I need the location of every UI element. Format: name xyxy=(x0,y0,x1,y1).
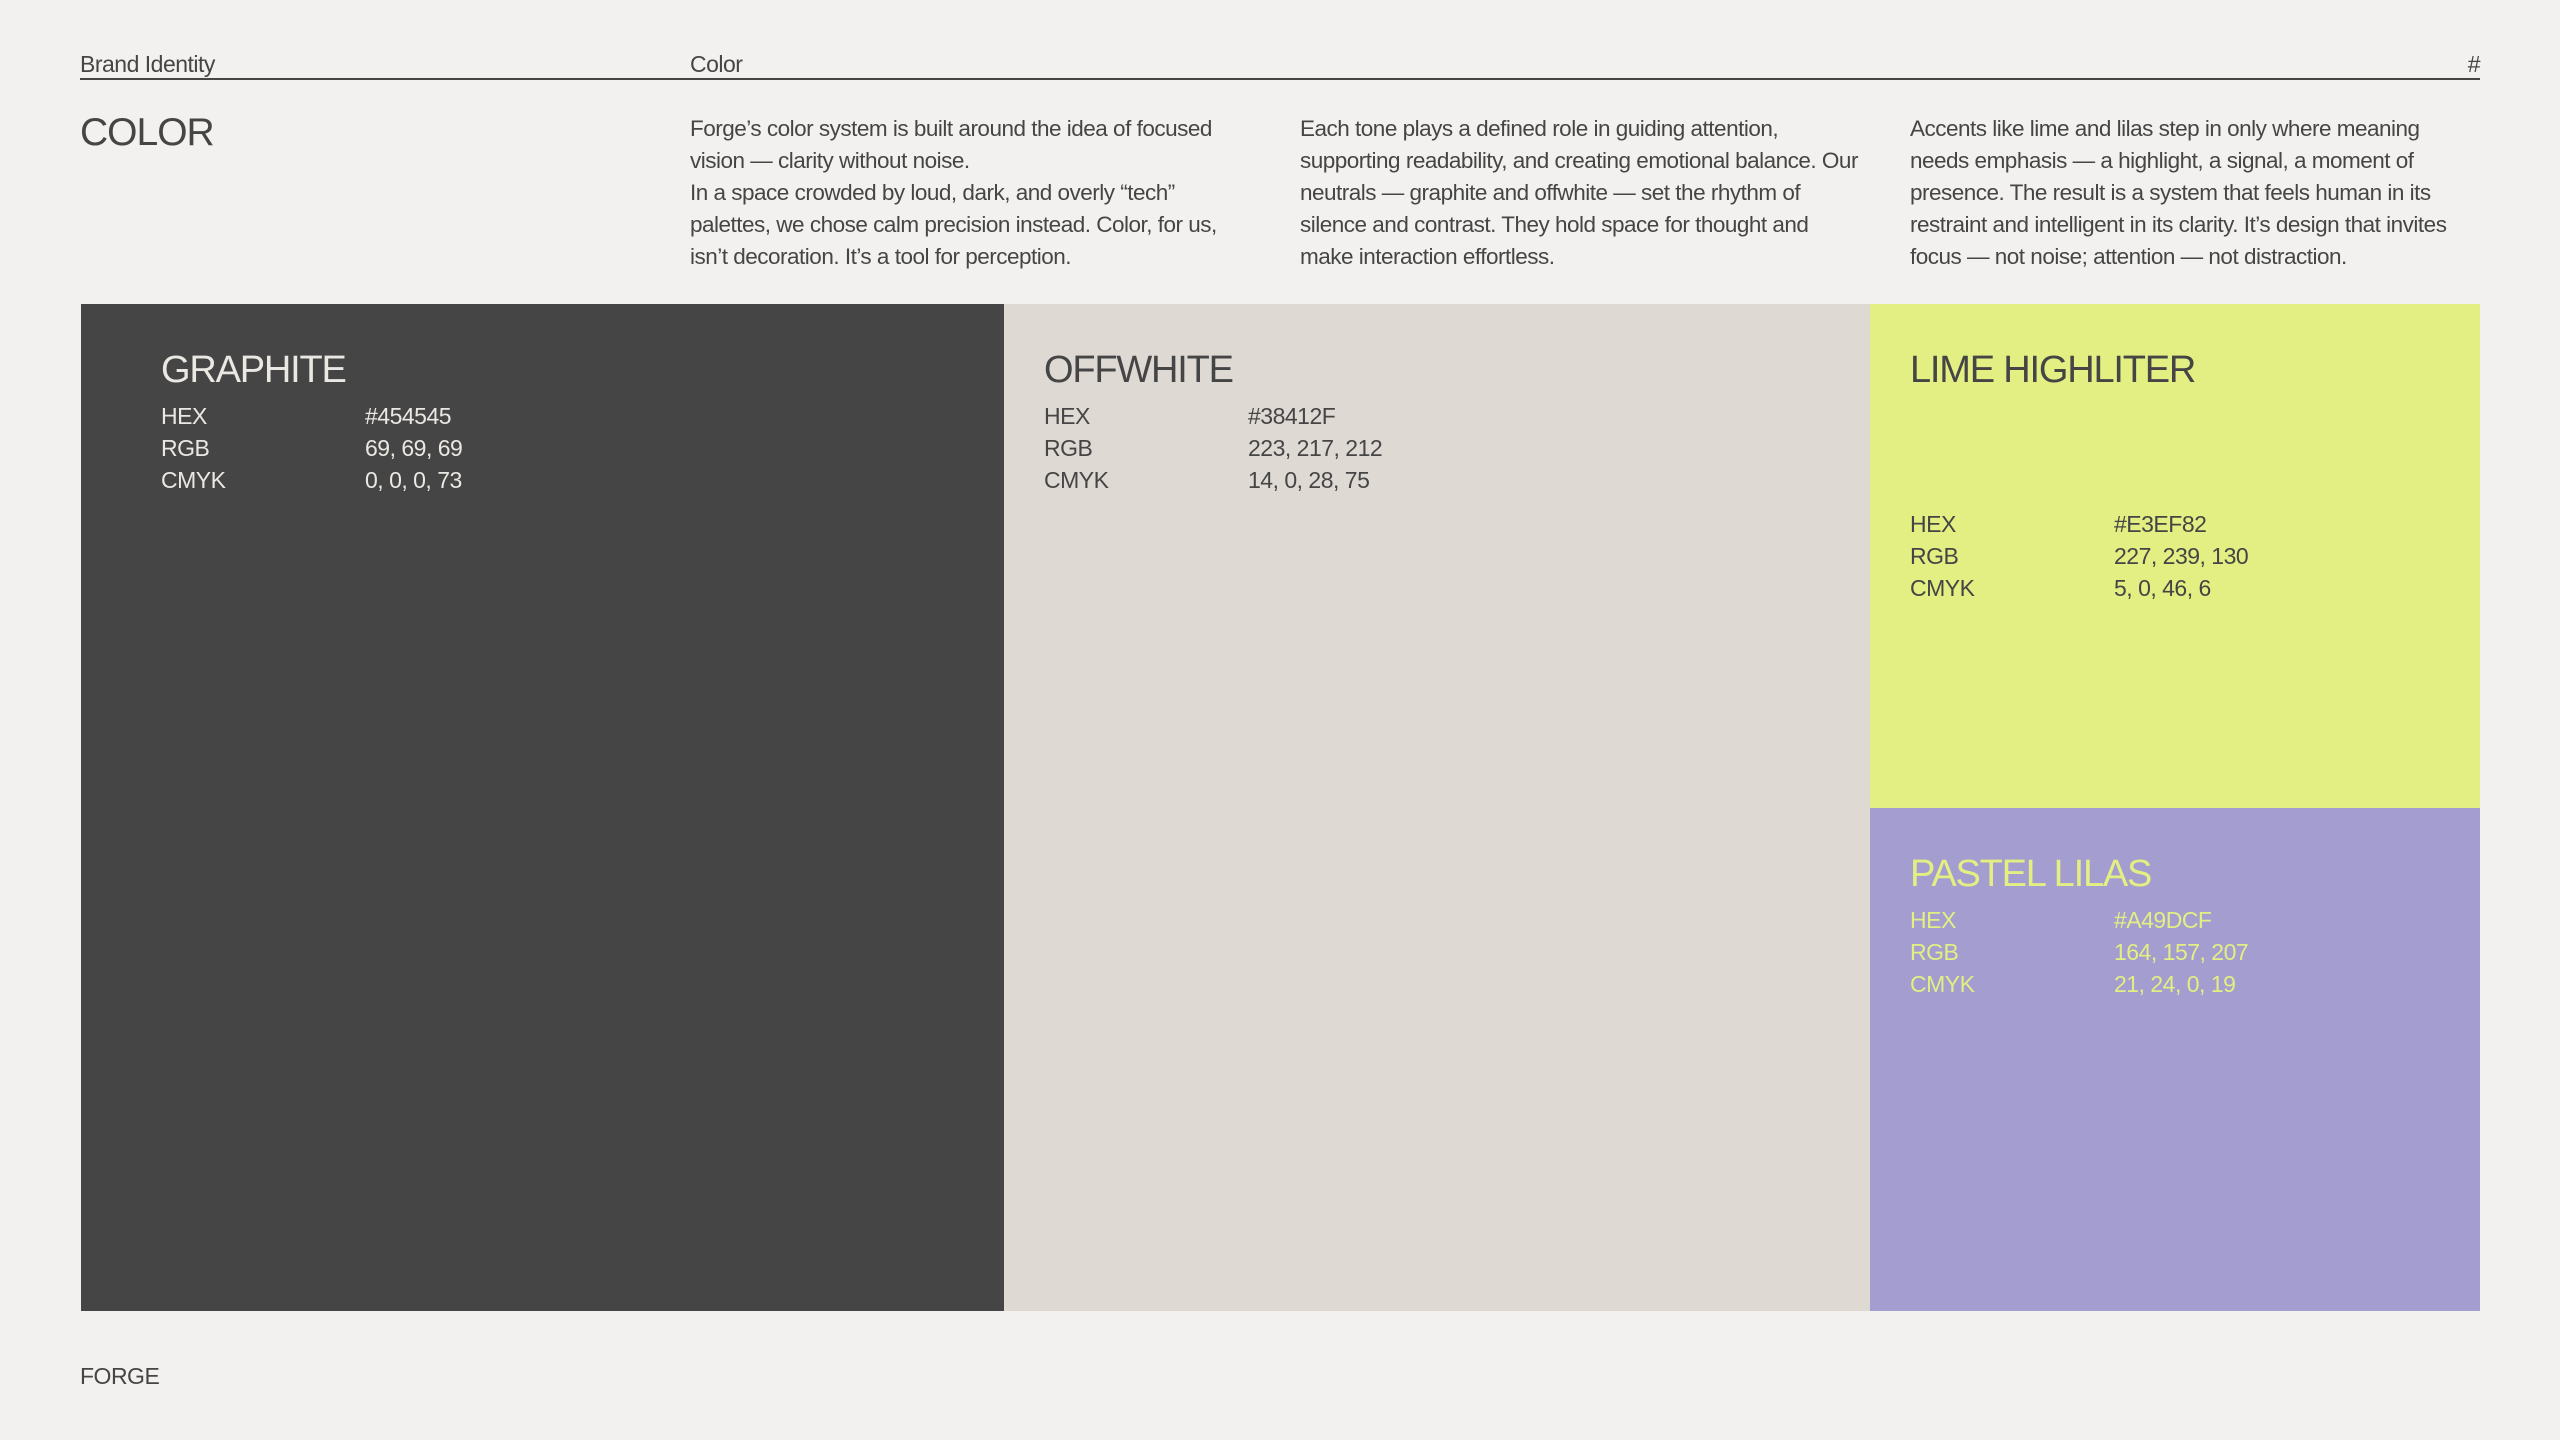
page-number-label: # xyxy=(2467,51,2480,77)
spec-key: HEX xyxy=(1910,907,1956,933)
spec-value: #38412F xyxy=(1248,403,1336,429)
spec-row-cmyk xyxy=(1910,968,2248,1000)
spec-key: HEX xyxy=(1044,403,1090,429)
spec-row-rgb xyxy=(1910,540,2248,572)
section-label: Color xyxy=(690,51,743,77)
spec-value: 164, 157, 207 xyxy=(2114,939,2249,965)
spec-key: HEX xyxy=(161,403,207,429)
spec-value: 14, 0, 28, 75 xyxy=(1248,467,1370,493)
spec-row-rgb xyxy=(1044,432,1382,464)
intro-text-1: Forge’s color system is built around the idea of focused vision — clarity without noise. In a space crowded by loud, dark, and overly “tech” palettes, we chose calm precision instead. Color, for us, isn’t decoration. It’s a tool for perception. xyxy=(690,116,1217,269)
color-specs xyxy=(161,400,462,496)
spec-key: CMYK xyxy=(1910,575,1975,601)
spec-row-hex xyxy=(161,400,462,432)
swatch-pastel-lilas xyxy=(1870,808,2480,1311)
top-header-bar xyxy=(80,50,2480,80)
spec-value: #A49DCF xyxy=(2114,907,2212,933)
spec-row-cmyk xyxy=(1910,572,2248,604)
color-specs xyxy=(1044,400,1382,496)
intro-paragraph-3 xyxy=(1910,113,2470,273)
swatch-lime-highliter xyxy=(1870,304,2480,808)
spec-row-hex xyxy=(1910,904,2248,936)
intro-paragraph-2 xyxy=(1300,113,1860,273)
color-specs xyxy=(1910,508,2248,604)
color-specs xyxy=(1910,904,2248,1000)
spec-value: 223, 217, 212 xyxy=(1248,435,1383,461)
spec-key: RGB xyxy=(1910,543,1959,569)
spec-row-rgb xyxy=(161,432,462,464)
swatch-graphite xyxy=(81,304,1004,1311)
spec-row-rgb xyxy=(1910,936,2248,968)
spec-key: RGB xyxy=(1044,435,1093,461)
swatch-name: GRAPHITE xyxy=(161,349,346,391)
intro-text-2: Each tone plays a defined role in guiding attention, supporting readability, and creating emotional balance. Our neutrals — graphite and offwhite — set the rhythm of silence and contrast. They hold space for thought and make interaction effortless. xyxy=(1300,116,1858,269)
footer-brand: FORGE xyxy=(80,1363,160,1389)
swatch-name: PASTEL LILAS xyxy=(1910,853,2152,895)
spec-key: CMYK xyxy=(1910,971,1975,997)
spec-value: 21, 24, 0, 19 xyxy=(2114,971,2236,997)
swatch-name: LIME HIGHLITER xyxy=(1910,349,2196,391)
spec-row-hex xyxy=(1044,400,1382,432)
spec-row-cmyk xyxy=(161,464,462,496)
spec-row-cmyk xyxy=(1044,464,1382,496)
intro-paragraph-1 xyxy=(690,113,1250,273)
spec-key: CMYK xyxy=(161,467,226,493)
brand-identity-label: Brand Identity xyxy=(80,51,215,77)
spec-value: 227, 239, 130 xyxy=(2114,543,2249,569)
spec-value: 5, 0, 46, 6 xyxy=(2114,575,2211,601)
swatch-name: OFFWHITE xyxy=(1044,349,1233,391)
spec-value: #E3EF82 xyxy=(2114,511,2207,537)
spec-row-hex xyxy=(1910,508,2248,540)
swatch-offwhite xyxy=(1004,304,1870,1311)
spec-key: CMYK xyxy=(1044,467,1109,493)
spec-value: 0, 0, 0, 73 xyxy=(365,467,462,493)
page-title: COLOR xyxy=(80,111,214,154)
spec-value: 69, 69, 69 xyxy=(365,435,463,461)
spec-key: HEX xyxy=(1910,511,1956,537)
spec-key: RGB xyxy=(161,435,210,461)
intro-text-3: Accents like lime and lilas step in only where meaning needs emphasis — a highlight, a signal, a moment of presence. The result is a system that feels human in its restraint and intelligent in its clarity. It’s design that invites focus — not noise; attention — not distraction. xyxy=(1910,116,2447,269)
spec-value: #454545 xyxy=(365,403,452,429)
spec-key: RGB xyxy=(1910,939,1959,965)
